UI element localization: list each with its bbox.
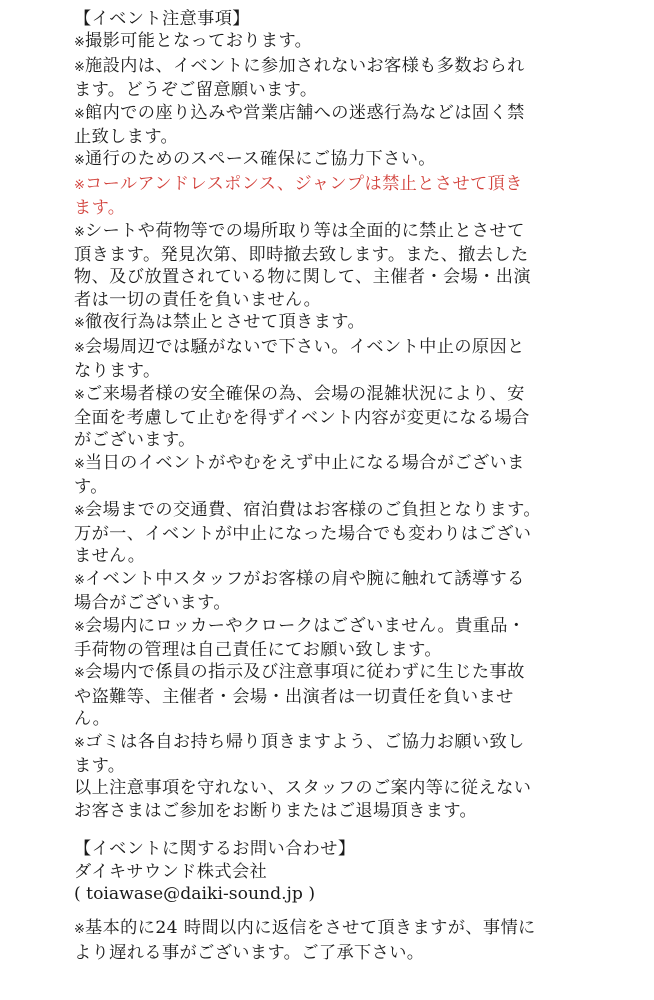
notice-item-line: ます。 xyxy=(74,756,126,776)
notice-item xyxy=(74,55,594,102)
notice-item xyxy=(74,568,594,615)
notice-item-text: 当日のイベントがやむをえず中止になる場合がございま xyxy=(85,452,525,473)
notice-closing xyxy=(74,777,594,822)
contact-header: 【イベントに関するお問い合わせ】 xyxy=(74,839,356,860)
notice-item-line: 場合がございます。 xyxy=(74,593,231,614)
reference-mark: ※ xyxy=(74,35,86,51)
notice-item-text: 通行のためのスペース確保にご協力下さい。 xyxy=(85,149,436,170)
notice-item-text: コールアンドレスポンス、ジャンプは禁止とさせて頂き xyxy=(85,173,523,194)
notice-item-text: ご来場者様の安全確保の為、会場の混雑状況により、安 xyxy=(85,383,525,404)
closing-line: 以上注意事項を守れない、スタッフのご案内等に従えない xyxy=(74,778,532,799)
notice-item xyxy=(74,30,594,54)
notice-item-line xyxy=(74,336,594,360)
notice-item-line: 止致します。 xyxy=(74,127,179,148)
reference-mark: ※ xyxy=(74,666,86,682)
notice-item xyxy=(74,661,594,730)
reference-mark: ※ xyxy=(74,153,86,169)
notice-item xyxy=(74,220,594,312)
reference-mark: ※ xyxy=(74,619,86,635)
notice-item xyxy=(74,336,594,383)
notice-item-text: イベント中スタッフがお客様の肩や腕に触れて誘導する xyxy=(85,568,525,589)
reference-mark: ※ xyxy=(74,456,86,472)
notice-item-line: や盗難等、主催者・会場・出演者は一切責任を負いませ xyxy=(74,686,514,707)
notice-header: 【イベント注意事項】 xyxy=(74,9,250,29)
notice-item-line xyxy=(74,661,594,685)
reference-mark: ※ xyxy=(74,59,86,75)
notice-item-line xyxy=(74,220,594,244)
notice-item-text: ゴミは各自お持ち帰り頂きますよう、ご協力お願い致し xyxy=(85,731,525,752)
notice-item-text: シートや荷物等での場所取り等は全面的に禁止とさせて xyxy=(85,220,525,241)
notice-item-text: 会場までの交通費、宿泊費はお客様のご負担となります。 xyxy=(85,499,541,520)
notice-item-line xyxy=(74,311,594,335)
notice-item-line xyxy=(74,102,594,126)
notice-item-line: 者は一切の責任を負いません。 xyxy=(74,289,322,310)
notice-item-text: 館内での座り込みや営業店舗への迷惑行為などは固く禁 xyxy=(85,102,525,123)
notice-item-line: 万が一、イベントが中止になった場合でも変わりはござい xyxy=(74,523,532,544)
document-page xyxy=(74,8,594,964)
contact-company: ダイキサウンド株式会社 xyxy=(74,861,268,882)
reference-mark: ※ xyxy=(74,503,86,519)
closing-line: お客さまはご参加をお断りまたはご退場頂きます。 xyxy=(74,800,478,821)
notice-item-text: 会場内にロッカーやクロークはございません。貴重品・ xyxy=(85,615,526,636)
notice-item-line xyxy=(74,148,594,172)
contact-email: ( toiawase@daiki-sound.jp ) xyxy=(74,884,316,905)
notice-item-line xyxy=(74,173,594,197)
footnote-text: 基本的に24 時間以内に返信をさせて頂きますが、事情に xyxy=(85,918,536,939)
reference-mark: ※ xyxy=(74,922,86,938)
notice-item xyxy=(74,452,594,499)
notice-item-line: 全面を考慮して止むを得ずイベント内容が変更になる場合 xyxy=(74,407,530,428)
footnote xyxy=(74,917,594,964)
notice-item xyxy=(74,615,594,662)
footnote-line xyxy=(74,917,594,941)
notice-item xyxy=(74,102,594,149)
reference-mark: ※ xyxy=(74,340,86,356)
notice-item-text: 撮影可能となっております。 xyxy=(85,31,313,52)
notice-item-line: がございます。 xyxy=(74,430,196,451)
notice-item-text: 徹夜行為は禁止とさせて頂きます。 xyxy=(85,312,366,333)
notice-item-line xyxy=(74,452,594,476)
notice-item-line: ます。どうぞご留意願います。 xyxy=(74,80,318,101)
notice-item xyxy=(74,311,594,335)
notice-item-line: 手荷物の管理は自己責任にてお願い致します。 xyxy=(74,639,442,660)
reference-mark: ※ xyxy=(74,387,86,403)
notice-item-line xyxy=(74,731,594,755)
notice-item-line xyxy=(74,30,594,54)
notice-item-line xyxy=(74,383,594,407)
notice-item-text: 会場内で係員の指示及び注意事項に従わずに生じた事故 xyxy=(85,662,525,683)
notice-item-line: ます。 xyxy=(74,198,126,219)
reference-mark: ※ xyxy=(74,572,86,588)
notice-item-line: なります。 xyxy=(74,361,161,382)
notice-item-text: 施設内は、イベントに参加されないお客様も多数おられ xyxy=(85,55,525,76)
notice-item-line xyxy=(74,615,594,639)
notice-item-line: 頂きます。発見次第、即時撤去致します。また、撤去した xyxy=(74,245,529,266)
notice-list xyxy=(74,30,594,777)
notice-item xyxy=(74,731,594,778)
notice-item-line xyxy=(74,55,594,79)
notice-item xyxy=(74,148,594,172)
notice-item-line: 物、及び放置されている物に関して、主催者・会場・出演 xyxy=(74,267,531,288)
notice-item xyxy=(74,499,594,568)
notice-item xyxy=(74,173,594,220)
notice-item xyxy=(74,383,594,452)
reference-mark: ※ xyxy=(74,735,86,751)
notice-item-text: 会場周辺では騒がないで下さい。イベント中止の原因と xyxy=(85,336,525,357)
reference-mark: ※ xyxy=(74,177,86,193)
notice-item-line: す。 xyxy=(74,477,108,498)
reference-mark: ※ xyxy=(74,106,86,122)
notice-item-line: ん。 xyxy=(74,709,111,730)
notice-item-line xyxy=(74,568,594,592)
notice-item-line: ません。 xyxy=(74,546,146,567)
reference-mark: ※ xyxy=(74,316,86,332)
footnote-line: より遅れる事がございます。ご了承下さい。 xyxy=(74,942,425,963)
reference-mark: ※ xyxy=(74,224,86,240)
notice-item-line xyxy=(74,499,594,523)
